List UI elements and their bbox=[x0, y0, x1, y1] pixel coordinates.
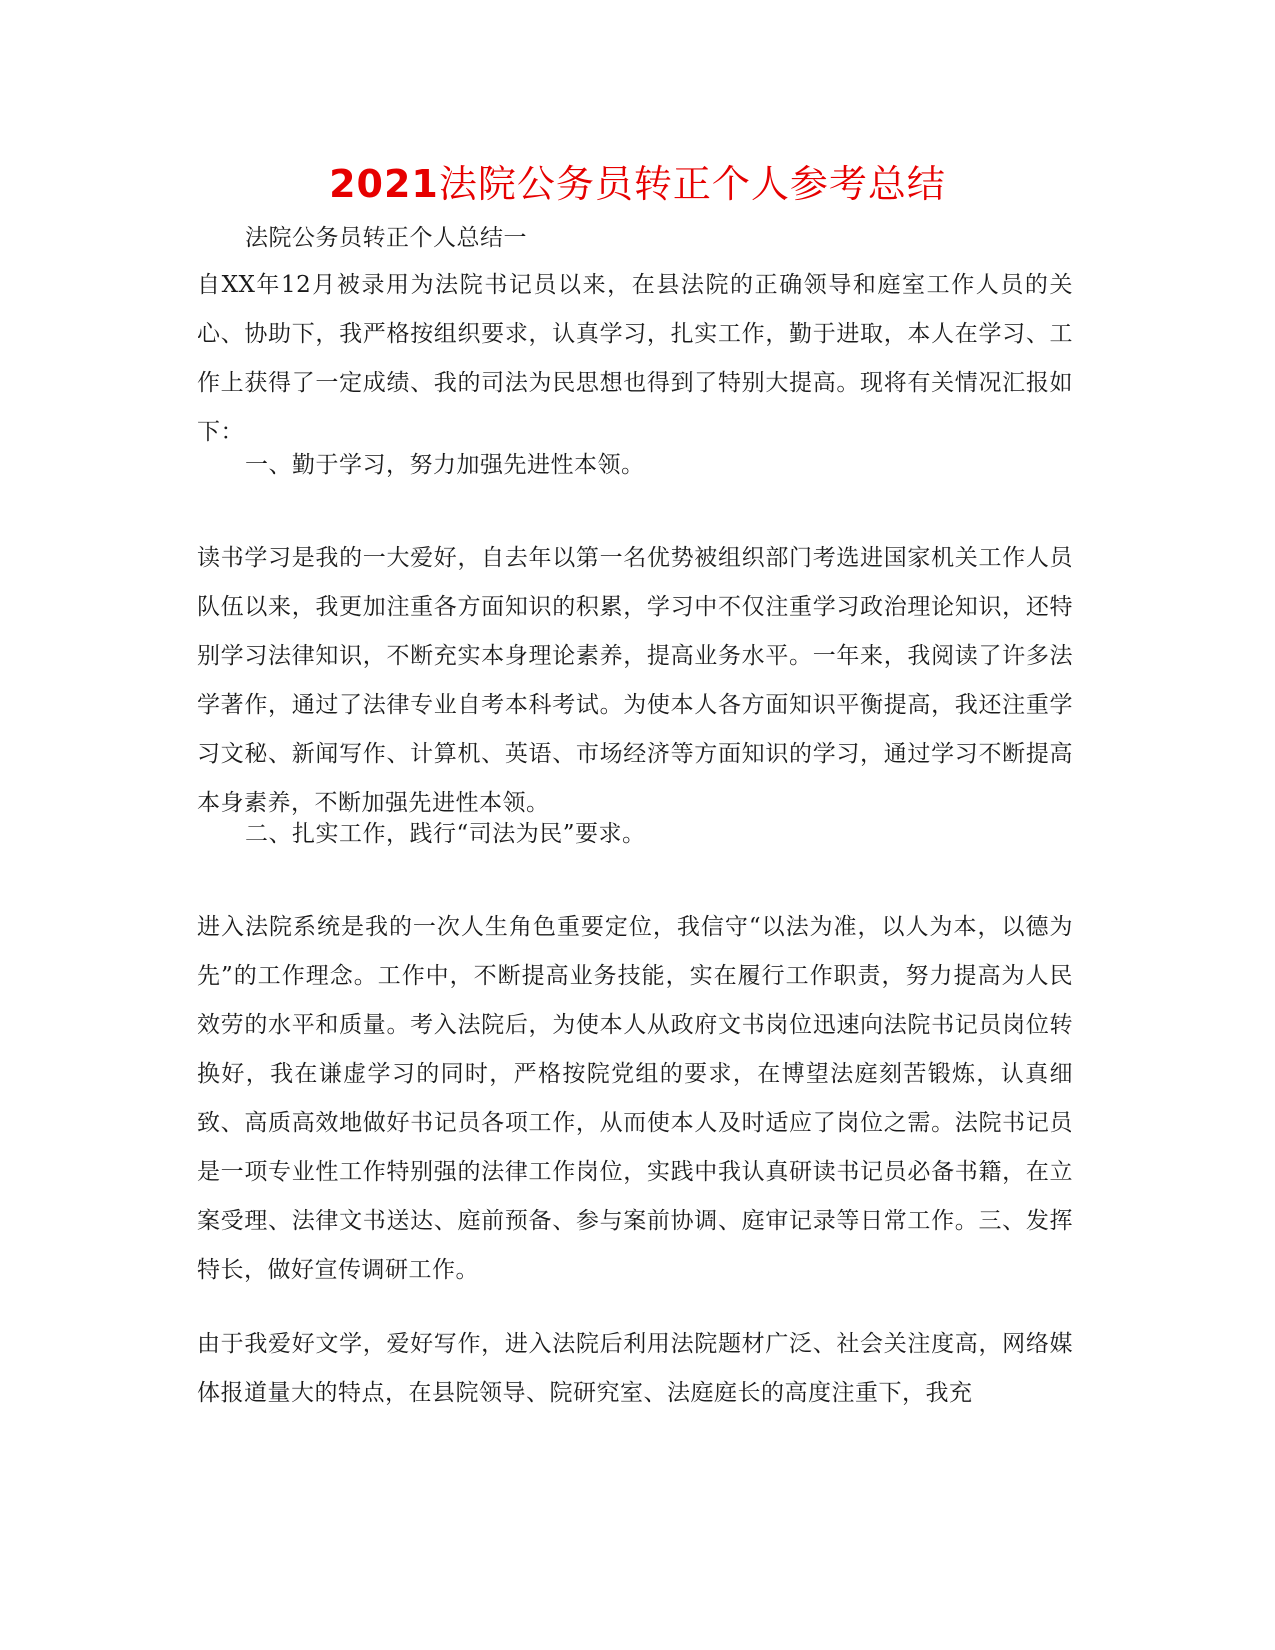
paragraph-work: 进入法院系统是我的一次人生角色重要定位，我信守“以法为准，以人为本，以德为先”的工作理念。工作中，不断提高业务技能，实在履行工作职责，努力提高为人民效劳的水平和质量。考入法院后，为使本人从政府文书岗位迅速向法院书记员岗位转换好，我在谦虚学习的同时，严格按院党组的要求，在博望法庭刻苦锻炼，认真细致、高质高效地做好书记员各项工作，从而使本人及时适应了岗位之需。法院书记员是一项专业性工作特别强的法律工作岗位，实践中我认真研读书记员必备书籍，在立案受理、法律文书送达、庭前预备、参与案前协调、庭审记录等日常工作。三、发挥特长，做好宣传调研工作。 bbox=[197, 914, 1073, 1283]
title-text: 法院公务员转正个人参考总结 bbox=[438, 162, 946, 206]
paragraph-writing: 由于我爱好文学，爱好写作，进入法院后利用法院题材广泛、社会关注度高，网络媒体报道量大的特点，在县院领导、院研究室、法庭庭长的高度注重下，我充 bbox=[197, 1331, 1073, 1406]
section-heading-1: 法院公务员转正个人总结一 bbox=[245, 225, 527, 251]
paragraph-intro: 自XX年12月被录用为法院书记员以来，在县法院的正确领导和庭室工作人员的关心、协助下，我严格按组织要求，认真学习，扎实工作，勤于进取，本人在学习、工作上获得了一定成绩、我的司法为民思想也得到了特别大提高。现将有关情况汇报如下： bbox=[197, 272, 1073, 445]
paragraph-study: 读书学习是我的一大爱好，自去年以第一名优势被组织部门考选进国家机关工作人员队伍以来，我更加注重各方面知识的积累，学习中不仅注重学习政治理论知识，还特别学习法律知识，不断充实本身理论素养，提高业务水平。一年来，我阅读了许多法学著作，通过了法律专业自考本科考试。为使本人各方面知识平衡提高，我还注重学习文秘、新闻写作、计算机、英语、市场经济等方面知识的学习，通过学习不断提高本身素养，不断加强先进性本领。 bbox=[197, 545, 1073, 816]
section-heading-work: 二、扎实工作，践行“司法为民”要求。 bbox=[245, 821, 646, 847]
section-heading-study: 一、勤于学习，努力加强先进性本领。 bbox=[245, 452, 645, 478]
title-year: 2021 bbox=[329, 162, 439, 206]
document-title bbox=[0, 158, 1275, 210]
